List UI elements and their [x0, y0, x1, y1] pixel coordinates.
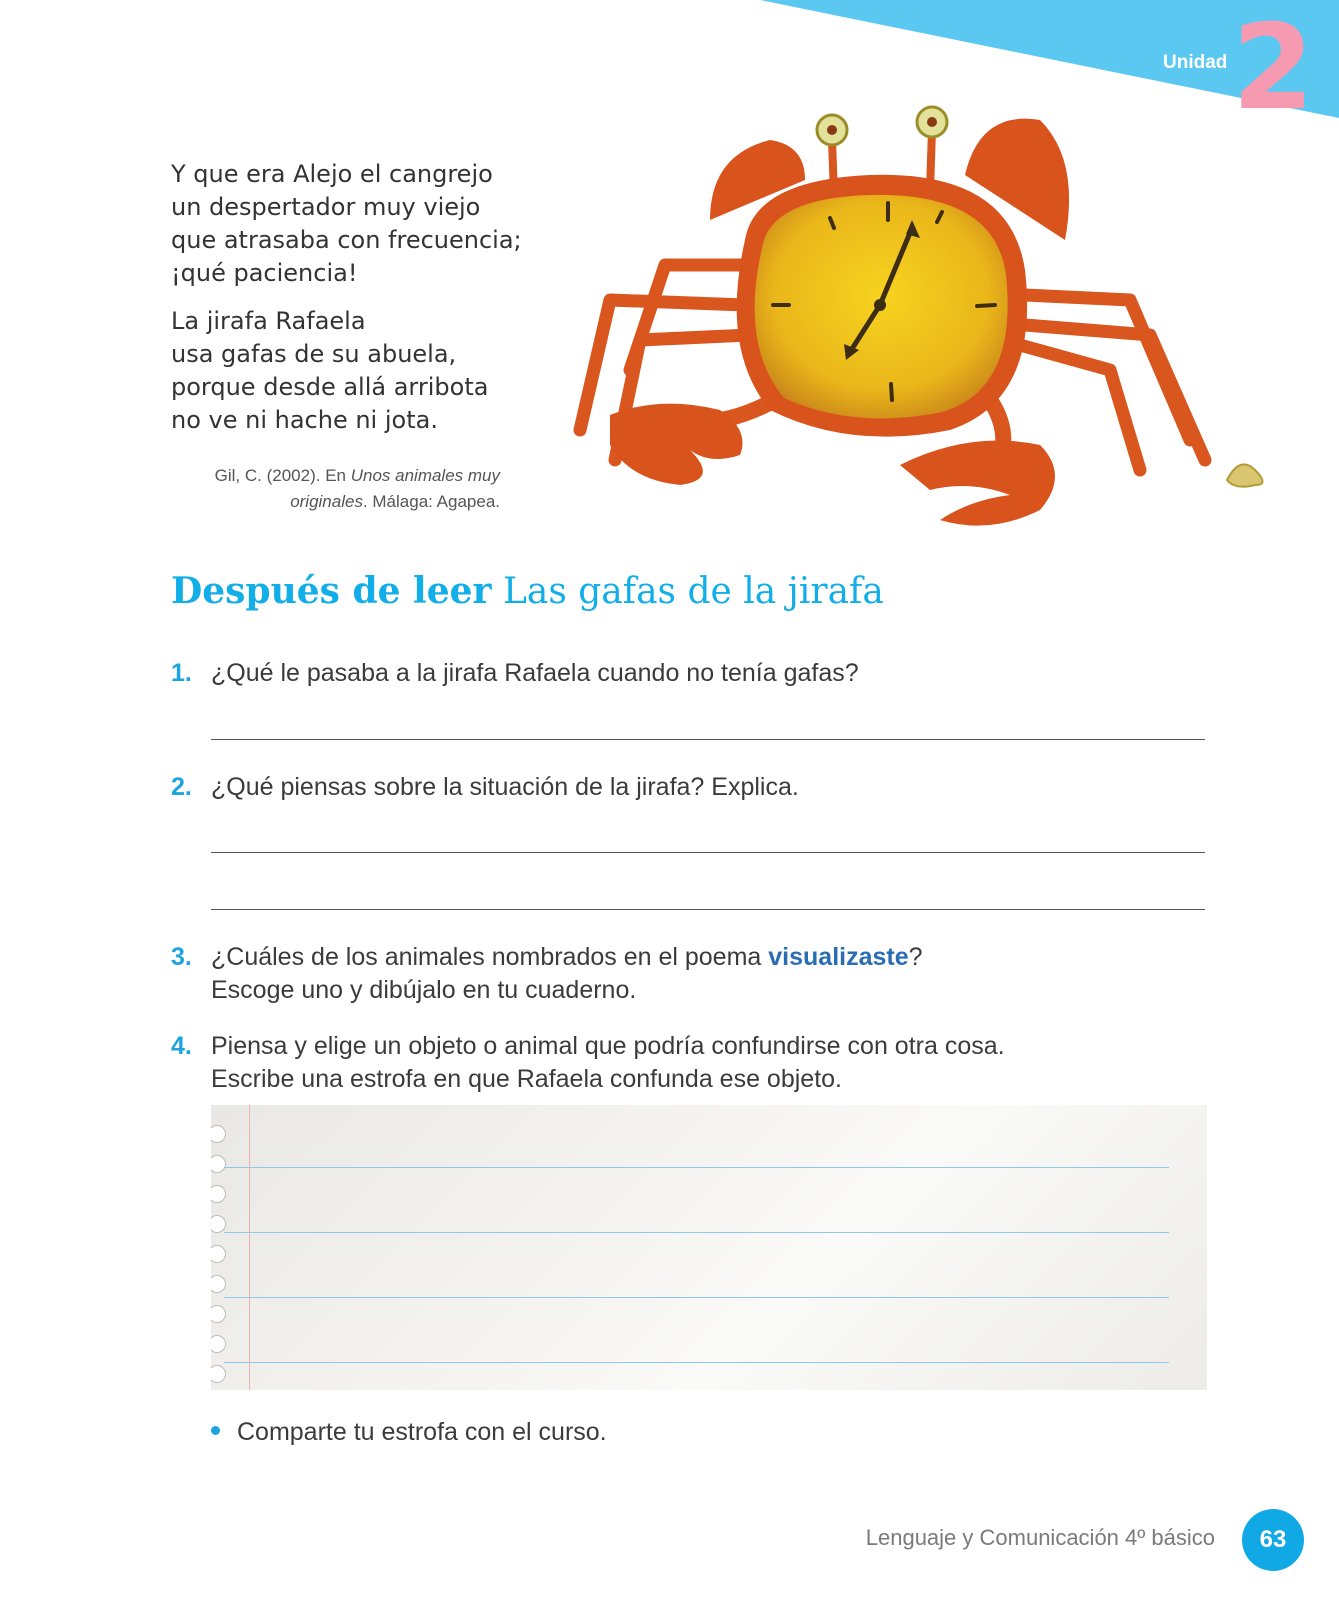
question-text: ¿Qué piensas sobre la situación de la jirafa? Explica. — [211, 773, 799, 801]
poem-line: que atrasaba con frecuencia; — [171, 226, 522, 254]
poem-line: un despertador muy viejo — [171, 193, 481, 221]
poem-line: ¡qué paciencia! — [171, 259, 358, 287]
poem-stanza — [171, 158, 531, 290]
poem — [171, 158, 531, 452]
spiral-ring — [208, 1365, 226, 1383]
writing-line[interactable] — [224, 1297, 1169, 1298]
footer-book-title: Lenguaje y Comunicación 4º básico — [865, 1525, 1215, 1550]
page-number: 63 — [1242, 1509, 1304, 1571]
notebook-writing-area[interactable] — [211, 1105, 1207, 1390]
poem-line: La jirafa Rafaela — [171, 307, 366, 335]
citation-suffix: . Málaga: Agapea. — [362, 492, 500, 511]
spiral-ring — [208, 1155, 226, 1173]
spiral-ring — [208, 1215, 226, 1233]
crab-clock-illustration — [570, 100, 1310, 550]
question-text-line2: Escoge uno y dibújalo en tu cuaderno. — [211, 976, 637, 1004]
section-title-bold: Después de leer — [171, 570, 492, 612]
writing-line[interactable] — [224, 1232, 1169, 1233]
notebook-margin-line — [249, 1105, 250, 1390]
question-number: 4. — [171, 1032, 192, 1060]
spiral-ring — [208, 1125, 226, 1143]
unit-number: 2 — [1232, 0, 1313, 136]
spiral-ring — [208, 1275, 226, 1293]
spiral-ring — [208, 1245, 226, 1263]
question-text: ¿Qué le pasaba a la jirafa Rafaela cuando no tenía gafas? — [211, 659, 859, 687]
poem-stanza — [171, 305, 531, 437]
question-number: 3. — [171, 943, 192, 971]
spiral-ring — [208, 1305, 226, 1323]
vocabulary-highlight: visualizaste — [768, 943, 909, 971]
answer-line[interactable] — [211, 739, 1205, 740]
unit-label: Unidad — [1163, 52, 1228, 73]
spiral-ring — [208, 1185, 226, 1203]
writing-line[interactable] — [224, 1167, 1169, 1168]
citation-title: Unos animales muy originales — [290, 466, 500, 511]
question-text — [211, 941, 923, 974]
question-number: 2. — [171, 773, 192, 801]
bullet-text: Comparte tu estrofa con el curso. — [237, 1418, 607, 1446]
spiral-ring — [208, 1335, 226, 1353]
bullet-icon — [211, 1426, 220, 1435]
answer-line[interactable] — [211, 852, 1205, 853]
question-number: 1. — [171, 659, 192, 687]
section-title — [171, 570, 884, 612]
bullet-instruction — [211, 1418, 607, 1447]
question-text-end: ? — [908, 943, 923, 971]
poem-line: Y que era Alejo el cangrejo — [171, 160, 493, 188]
question-text: Piensa y elige un objeto o animal que podría confundirse con otra cosa. — [211, 1032, 1005, 1060]
citation-prefix: Gil, C. (2002). En — [214, 466, 351, 485]
section-title-subtitle: Las gafas de la jirafa — [502, 571, 884, 612]
question-text-line2: Escribe una estrofa en que Rafaela confunda ese objeto. — [211, 1065, 842, 1093]
poem-line: no ve ni hache ni jota. — [171, 406, 438, 434]
poem-line: porque desde allá arribota — [171, 373, 489, 401]
poem-line: usa gafas de su abuela, — [171, 340, 457, 368]
answer-line[interactable] — [211, 909, 1205, 910]
writing-line[interactable] — [224, 1362, 1169, 1363]
poem-citation — [170, 463, 500, 515]
question-text-start: ¿Cuáles de los animales nombrados en el poema — [211, 943, 769, 971]
